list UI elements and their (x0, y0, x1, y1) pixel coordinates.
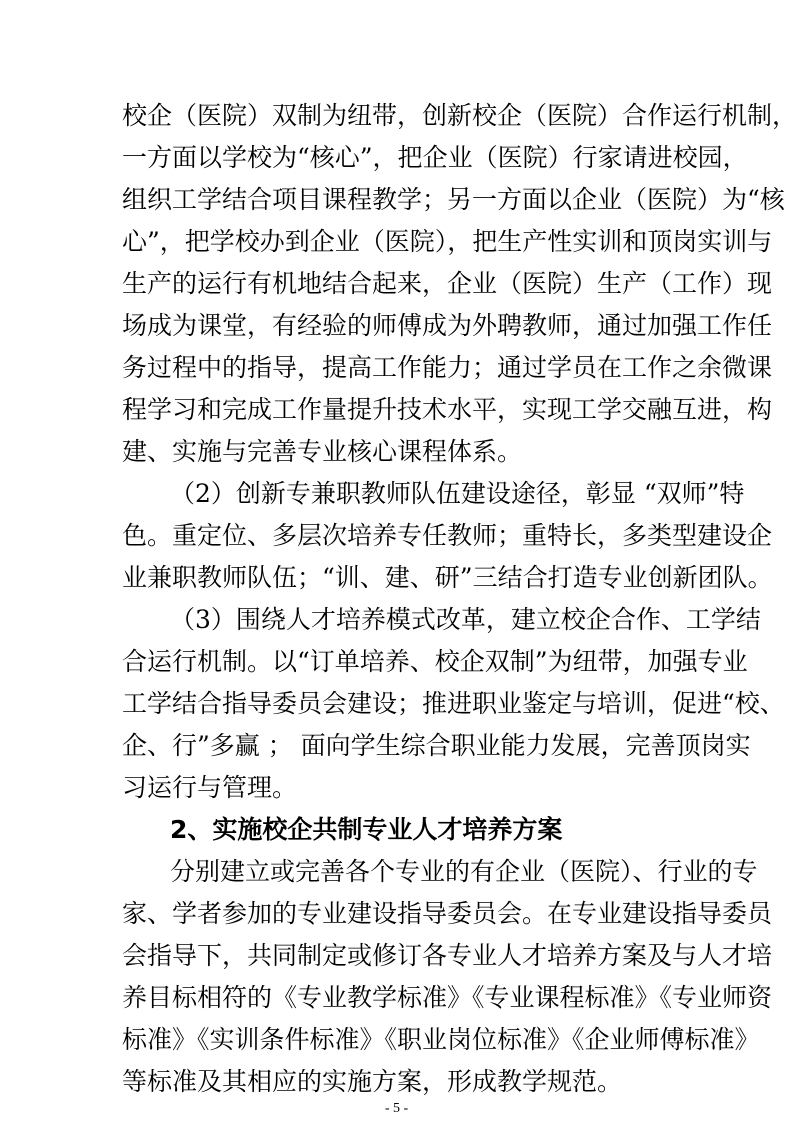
paragraph4-line-6: 等标准及其相应的实施方案，形成教学规范。 (122, 1067, 623, 1096)
paragraph3-line-1: （3）围绕人才培养模式改革，建立校企合作、工学结 (170, 605, 761, 634)
paragraph1-line-6: 场成为课堂，有经验的师傅成为外聘教师，通过加强工作任 (122, 311, 773, 340)
paragraph4-line-2: 家、学者参加的专业建设指导委员会。在专业建设指导委员 (122, 899, 773, 928)
page-number: - 5 - (384, 1101, 409, 1116)
paragraph1-line-4: 心”，把学校办到企业（医院），把生产性实训和顶岗实训与 (122, 227, 773, 256)
paragraph4-line-3: 会指导下，共同制定或修订各专业人才培养方案及与人才培 (122, 941, 773, 970)
paragraph3-line-2: 合运行机制。以“订单培养、校企双制”为纽带，加强专业 (122, 647, 748, 676)
paragraph4-line-4: 养目标相符的《专业教学标准》《专业课程标准》《专业师资 (122, 983, 773, 1012)
paragraph1-line-2: 一方面以学校为“核心”，把企业（医院）行家请进校园， (122, 143, 748, 172)
paragraph3-line-3: 工学结合指导委员会建设；推进职业鉴定与培训，促进“校、 (122, 689, 785, 718)
paragraph1-line-1: 校企（医院）双制为纽带，创新校企（医院）合作运行机制， (122, 101, 797, 130)
paragraph2-line-2: 色。重定位、多层次培养专任教师；重特长，多类型建设企 (122, 521, 773, 550)
paragraph2-line-3: 业兼职教师队伍；“训、建、研”三结合打造专业创新团队。 (122, 563, 773, 592)
paragraph2-line-1: （2）创新专兼职教师队伍建设途径，彰显 “双师”特 (170, 479, 745, 508)
paragraph4-line-1: 分别建立或完善各个专业的有企业（医院）、行业的专 (170, 857, 758, 886)
paragraph1-line-7: 务过程中的指导，提高工作能力；通过学员在工作之余微课 (122, 353, 773, 382)
paragraph1-line-8: 程学习和完成工作量提升技术水平，实现工学交融互进，构 (122, 395, 773, 424)
section-heading: 2、实施校企共制专业人才培养方案 (170, 815, 563, 844)
paragraph1-line-5: 生产的运行有机地结合起来，企业（医院）生产（工作）现 (122, 269, 773, 298)
paragraph4-line-5: 标准》《实训条件标准》《职业岗位标准》《企业师傅标准》 (122, 1025, 760, 1054)
paragraph3-line-5: 习运行与管理。 (122, 773, 298, 802)
paragraph1-line-9: 建、实施与完善专业核心课程体系。 (122, 437, 523, 466)
paragraph1-line-3: 组织工学结合项目课程教学；另一方面以企业（医院）为“核 (122, 185, 785, 214)
paragraph3-line-4: 企、行”多赢 ； 面向学生综合职业能力发展，完善顶岗实 (122, 731, 751, 760)
